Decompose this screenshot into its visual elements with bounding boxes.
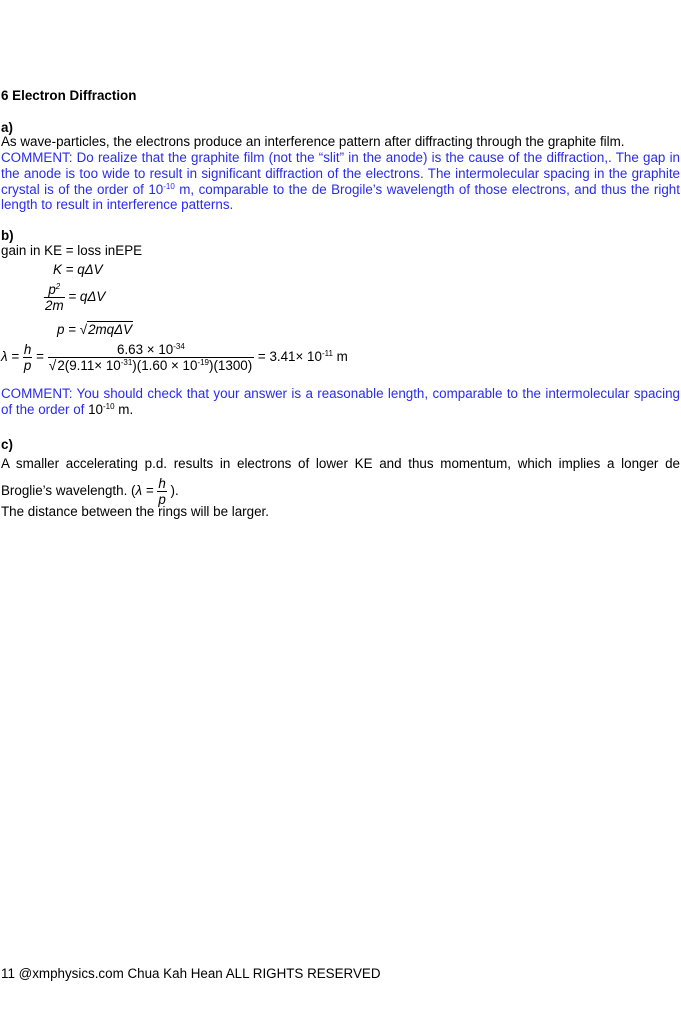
numerator-exponent: -34 [173, 342, 185, 351]
part-a-comment [1, 150, 680, 213]
part-c-lambda: λ = [135, 483, 154, 499]
section-heading: 6 Electron Diffraction [1, 88, 137, 103]
denominator-exp-b: -19 [197, 358, 209, 367]
eq2-exponent: 2 [55, 282, 61, 291]
part-b-label: b) [1, 228, 14, 243]
part-c-h: h [158, 476, 166, 491]
part-a-comment-text-end: m, comparable to the de Brogile’s wavelength of those electrons, and thus the right length to result in interference patterns. [1, 181, 680, 213]
part-c-p: p [158, 492, 166, 507]
eq2-denominator: 2m [45, 298, 64, 313]
lambda-equals: = [36, 349, 44, 365]
energy-statement: gain in KE = loss inEPE [1, 243, 143, 258]
equation-p: p = √2mqΔV [57, 322, 133, 337]
result-base: = 3.41× 10 [257, 349, 322, 365]
eq2-numerator: p [48, 282, 56, 297]
denominator-exp-a: -31 [120, 358, 133, 367]
equation-k: K = qΔV [53, 262, 103, 277]
part-b-comment-end: . [129, 401, 134, 417]
result-exponent: -11 [321, 349, 333, 359]
lambda-p: p [23, 358, 32, 373]
part-b-comment-text: COMMENT: You should check that your answer is a reasonable length, comparable to the intermolecular spacing of the order of [1, 386, 680, 417]
eq3-radicand: 2mqΔV [88, 322, 133, 337]
equation-lambda: λ = $\frac{h}{p}$ = $\frac{6.63 \times 10^{-34}}{√2(9.11\times 10^{-31})(1.60 \times 10^{-19})(1300)}$ = $3.41\times 10^{-11}$ m [1, 342, 348, 373]
part-a-label: a) [1, 120, 13, 135]
eq3-lhs: p = [57, 322, 80, 337]
lambda-h: h [23, 342, 32, 357]
page-footer: 11 @xmphysics.com Chua Kah Hean ALL RIGHTS RESERVED [1, 966, 381, 981]
numerator-base: 6.63 × 10 [117, 342, 174, 357]
denominator-part-c: )(1300) [209, 358, 253, 373]
equation-momentum-energy [44, 282, 105, 313]
part-c-text: A smaller accelerating p.d. results in electrons of lower KE and thus momentum, which implies a longer de Broglie’s wavelength. ( [1, 456, 680, 499]
eq2-rhs: = qΔV [68, 289, 106, 305]
part-b-comment [1, 386, 680, 418]
part-b-comment-exponent: -10 [103, 401, 115, 411]
part-c-label: c) [1, 437, 13, 452]
part-c-conclusion: The distance between the rings will be larger. [1, 504, 269, 519]
part-b-comment-unit: m [114, 401, 130, 417]
part-b-comment-base: 10 [88, 401, 103, 417]
part-a-comment-exponent: -10 [163, 181, 175, 191]
part-a-answer: As wave-particles, the electrons produce an interference pattern after diffracting through the graphite film. [1, 134, 625, 149]
lambda-lhs: λ = [1, 349, 20, 365]
part-c-answer [1, 452, 680, 507]
denominator-part-b: )(1.60 × 10 [132, 358, 198, 373]
part-c-text-end: ). [170, 483, 179, 499]
part-a-comment-text: COMMENT: Do realize that the graphite film (not the “slit” in the anode) is the cause of the diffraction,. The gap in the anode is too wide to result in significant diffraction of the electrons. The intermolecular spacing in the graphite crystal is of the order of 10 [1, 150, 680, 197]
result-unit: m [332, 349, 348, 365]
denominator-part-a: 2(9.11× 10 [57, 358, 121, 373]
